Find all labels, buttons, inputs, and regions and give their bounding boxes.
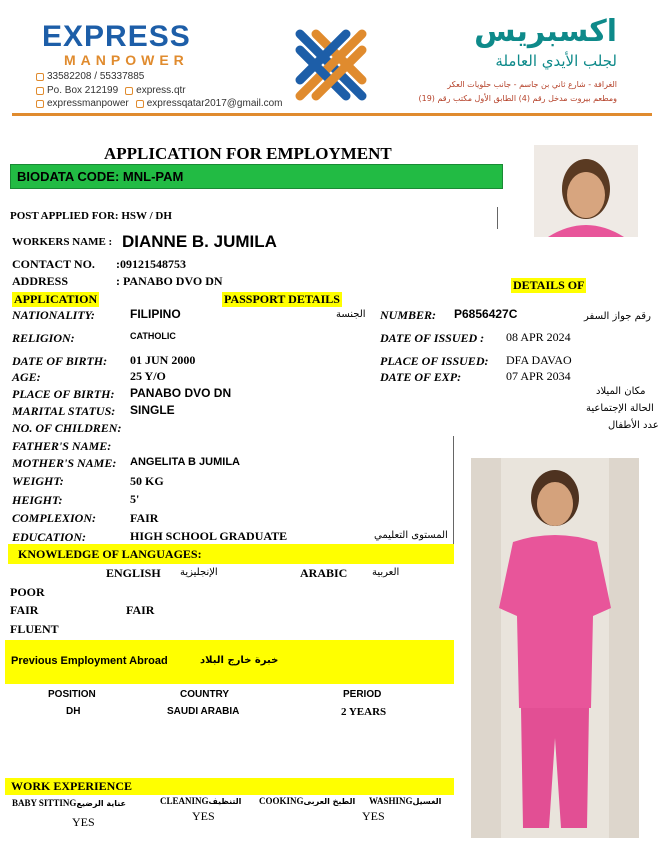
education-label: EDUCATION: — [12, 530, 87, 544]
header — [0, 0, 669, 118]
post-applied: POST APPLIED FOR: HSW / DH — [10, 210, 172, 222]
globe-icon — [125, 87, 133, 95]
passport-number-arabic: رقم جواز السفر — [584, 311, 651, 322]
employment-header-arabic: خبرة خارج البلاد — [200, 655, 279, 666]
arabic-label: ARABIC — [300, 566, 348, 580]
skill-cleaning-value: YES — [192, 809, 215, 823]
dob-label: DATE OF BIRTH: — [12, 354, 108, 368]
social-icon — [36, 100, 44, 108]
email-icon — [136, 100, 144, 108]
passport-number-label: NUMBER: — [380, 308, 437, 322]
complexion-value: FAIR — [130, 511, 159, 525]
header-divider — [12, 113, 652, 116]
skill-cooking: COOKINGالطبخ العربى — [259, 796, 356, 806]
passport-number-value: P6856427C — [454, 307, 518, 321]
level-poor: POOR — [10, 585, 45, 599]
father-label: FATHER'S NAME: — [12, 439, 112, 453]
dob-value: 01 JUN 2000 — [130, 353, 196, 367]
employment-country: SAUDI ARABIA — [167, 706, 240, 717]
nationality-value: FILIPINO — [130, 307, 181, 321]
skill-washing-value: YES — [362, 809, 385, 823]
page-title: APPLICATION FOR EMPLOYMENT — [104, 144, 392, 163]
phone-icon — [36, 73, 44, 81]
arabic-brand: اكسبريس — [474, 14, 617, 49]
contact-value: :09121548753 — [116, 257, 186, 271]
work-experience-header: WORK EXPERIENCE — [5, 778, 454, 795]
date-exp-value: 07 APR 2034 — [506, 369, 571, 383]
religion-label: RELIGION: — [12, 331, 75, 345]
english-arabic: الإنجليزية — [180, 567, 218, 578]
skill-baby-sitting: BABY SITTINGعناية الرضيع — [12, 798, 126, 808]
passport-details-label: PASSPORT DETAILS — [224, 292, 340, 306]
workers-name-label: WORKERS NAME : — [12, 236, 113, 248]
marital-label: MARITAL STATUS: — [12, 404, 116, 418]
arabic-address-1: الغرافة - شارع ثاني بن جاسم - جانب حلويات العكر — [447, 80, 617, 89]
marital-value: SINGLE — [130, 403, 175, 417]
arabic-arabic: العربية — [372, 567, 400, 578]
height-value: 5' — [130, 492, 140, 506]
height-label: HEIGHT: — [12, 493, 63, 507]
pob-value: PANABO DVO DN — [130, 386, 232, 400]
address-label: ADDRESS — [12, 274, 69, 288]
children-arabic: عدد الأطفال — [608, 420, 659, 431]
skill-washing: WASHINGالغسيل — [369, 796, 442, 806]
workers-name-value: DIANNE B. JUMILA — [122, 232, 277, 251]
mail-icon — [36, 87, 44, 95]
address-value: : PANABO DVO DN — [116, 274, 223, 288]
employment-period: 2 YEARS — [341, 706, 387, 718]
contact-label: CONTACT NO. — [12, 257, 95, 271]
skill-cleaning: CLEANINGالتنظيف — [160, 796, 242, 806]
nationality-arabic: الجنسة — [336, 309, 366, 320]
education-value: HIGH SCHOOL GRADUATE — [130, 529, 288, 543]
arabic-sub: لجلب الأيدي العاملة — [495, 52, 617, 70]
english-level-value: FAIR — [126, 603, 155, 617]
company-emblem-icon — [290, 24, 372, 106]
arabic-address-2: ومطعم بيروت مدخل رقم (4) الطابق الأول مكتب رقم (19) — [418, 94, 617, 103]
birthplace-arabic: مكان الميلاد — [596, 386, 646, 397]
complexion-label: COMPLEXION: — [12, 511, 97, 525]
date-issued-label: DATE OF ISSUED : — [380, 331, 485, 345]
col-period: PERIOD — [343, 689, 382, 700]
brand-sub: MANPOWER — [64, 52, 189, 68]
date-issued-value: 08 APR 2024 — [506, 330, 571, 344]
education-arabic: المستوى التعليمي — [374, 530, 448, 541]
date-exp-label: DATE OF EXP: — [380, 370, 462, 384]
header-phones: 33582208 / 55337885 — [36, 71, 144, 82]
mother-value: ANGELITA B JUMILA — [130, 456, 240, 468]
col-country: COUNTRY — [180, 689, 230, 700]
children-label: NO. OF CHILDREN: — [12, 421, 122, 435]
pob-label: PLACE OF BIRTH: — [12, 387, 115, 401]
mother-label: MOTHER'S NAME: — [12, 456, 117, 470]
english-label: ENGLISH — [106, 566, 161, 580]
col-position: POSITION — [48, 689, 96, 700]
brand-logo-text: EXPRESS — [42, 20, 191, 53]
biodata-code: BIODATA CODE: MNL-PAM — [10, 164, 503, 189]
marital-arabic: الحالة الإجتماعية — [586, 403, 654, 414]
weight-value: 50 KG — [130, 474, 164, 488]
employment-position: DH — [66, 706, 81, 717]
age-value: 25 Y/O — [130, 369, 166, 383]
header-social: expressmanpower expressqatar2017@gmail.com — [36, 98, 283, 109]
level-fair: FAIR — [10, 603, 39, 617]
level-fluent: FLUENT — [10, 622, 59, 636]
application-label: APPLICATION — [14, 292, 98, 306]
languages-header: KNOWLEDGE OF LANGUAGES: — [8, 544, 454, 564]
place-issued-value: DFA DAVAO — [506, 353, 572, 367]
nationality-label: NATIONALITY: — [12, 308, 95, 322]
applicant-full-body-photo — [471, 458, 639, 838]
applicant-headshot-photo — [534, 145, 638, 237]
place-issued-label: PLACE OF ISSUED: — [380, 354, 489, 368]
employment-header: Previous Employment Abroad — [11, 655, 168, 667]
age-label: AGE: — [12, 370, 41, 384]
religion-value: CATHOLIC — [130, 331, 176, 341]
weight-label: WEIGHT: — [12, 474, 64, 488]
details-of-label: DETAILS OF — [513, 278, 585, 292]
header-pobox: Po. Box 212199 express.qtr — [36, 85, 186, 96]
skill-baby-sitting-value: YES — [72, 815, 95, 829]
